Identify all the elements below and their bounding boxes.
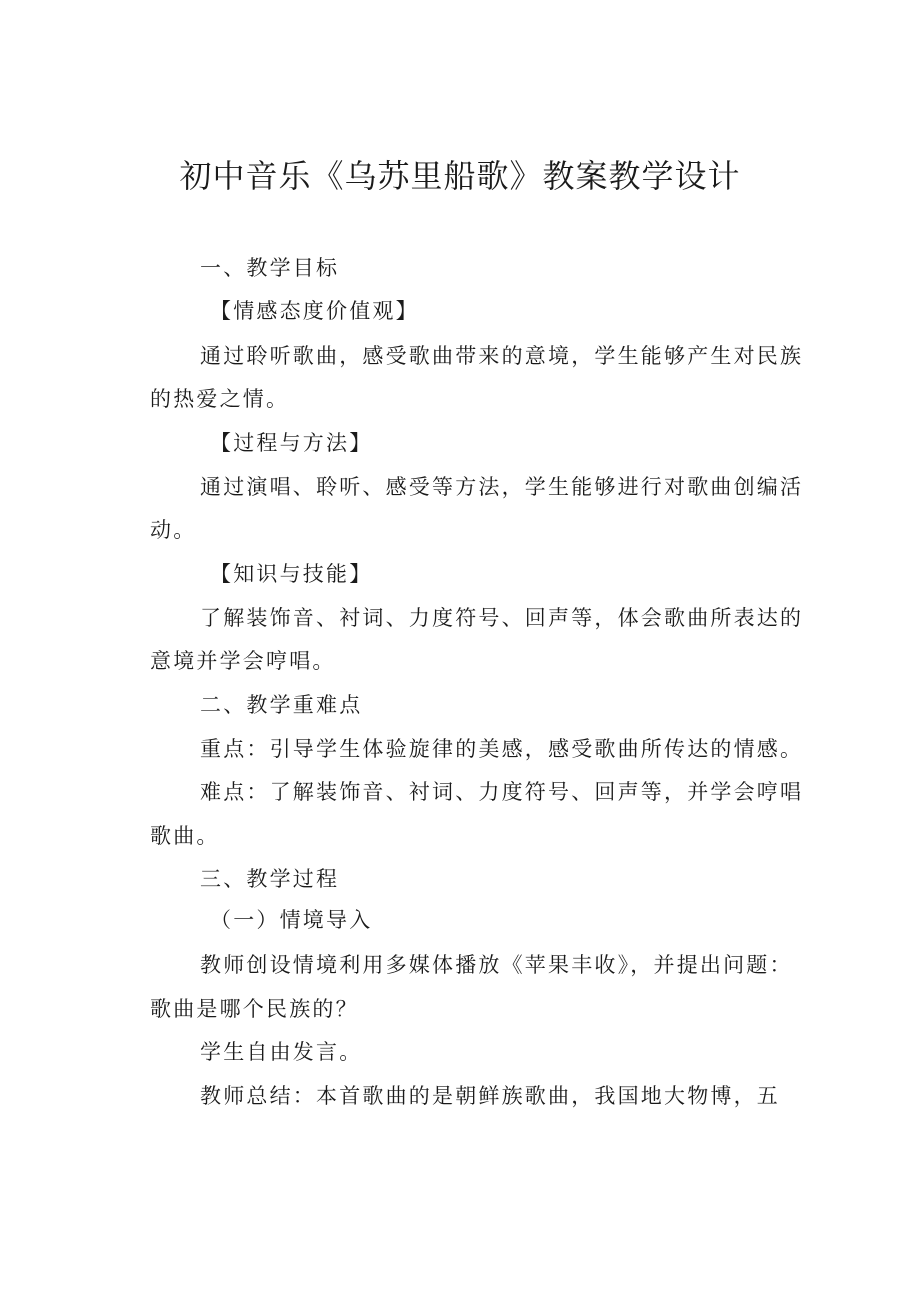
document-title: 初中音乐《乌苏里船歌》教案教学设计 <box>179 157 741 195</box>
paragraph-line: 通过聆听歌曲，感受歌曲带来的意境，学生能够产生对民族 <box>200 344 804 368</box>
section-heading-key-points: 二、教学重难点 <box>200 693 363 717</box>
paragraph-line: 动。 <box>150 518 197 542</box>
paragraph-line: 难点：了解装饰音、衬词、力度符号、回声等，并学会哼唱 <box>200 780 804 804</box>
paragraph-line: 通过演唱、聆听、感受等方法，学生能够进行对歌曲创编活 <box>200 475 804 499</box>
paragraph-line: 意境并学会哼唱。 <box>150 649 336 673</box>
section-heading-objectives: 一、教学目标 <box>200 256 340 280</box>
paragraph-line: 的热爱之情。 <box>150 387 290 411</box>
paragraph-line: 学生自由发言。 <box>200 1040 363 1064</box>
paragraph-line: 歌曲是哪个民族的？ <box>150 997 359 1021</box>
paragraph-line: 重点：引导学生体验旋律的美感，感受歌曲所传达的情感。 <box>200 737 804 761</box>
subheading-knowledge-skills: 【知识与技能】 <box>210 562 373 586</box>
subheading-values: 【情感态度价值观】 <box>210 299 419 323</box>
subheading-scene-intro: （一）情境导入 <box>210 908 373 932</box>
paragraph-line: 歌曲。 <box>150 824 220 848</box>
paragraph-line: 教师创设情境利用多媒体播放《苹果丰收》，并提出问题： <box>200 953 793 977</box>
paragraph-line: 教师总结：本首歌曲的是朝鲜族歌曲，我国地大物博，五 <box>200 1084 780 1108</box>
subheading-process-method: 【过程与方法】 <box>210 431 373 455</box>
section-heading-process: 三、教学过程 <box>200 867 340 891</box>
paragraph-line: 了解装饰音、衬词、力度符号、回声等，体会歌曲所表达的 <box>200 606 804 630</box>
